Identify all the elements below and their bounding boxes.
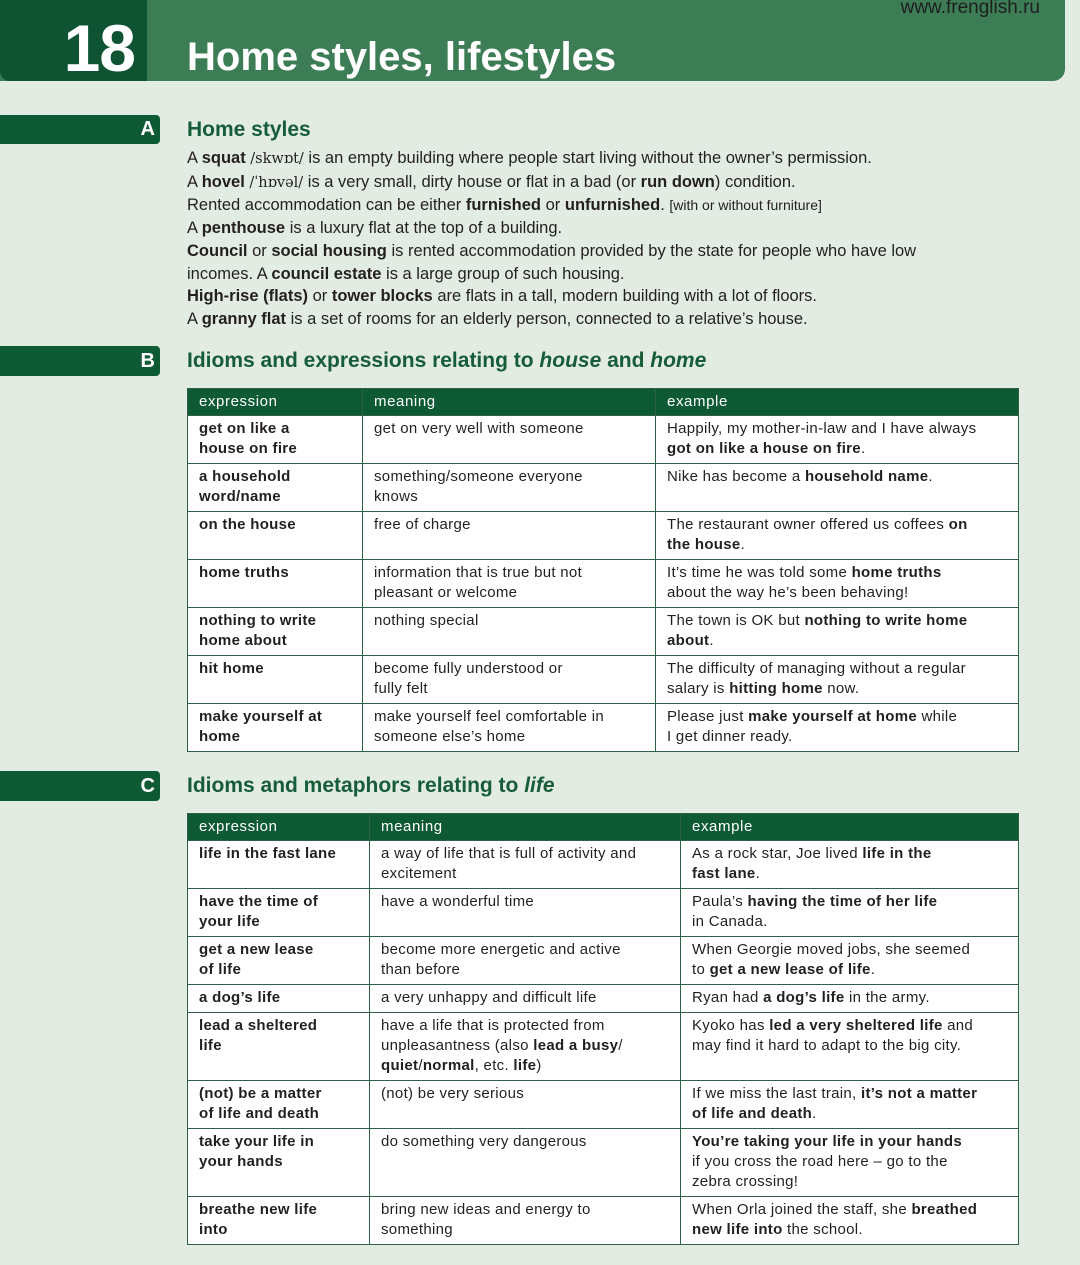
section-a-marker xyxy=(0,115,160,144)
bold-term: on the house xyxy=(199,516,296,533)
bold-term: normal xyxy=(422,1057,475,1074)
text-segment: in the army. xyxy=(844,989,930,1006)
cell-meaning xyxy=(363,656,656,704)
bold-term: a dog’s life xyxy=(763,989,845,1006)
header-row xyxy=(188,389,1019,416)
bold-term: home truths xyxy=(199,564,289,581)
table-row xyxy=(188,1129,1019,1197)
text-segment: the school. xyxy=(782,1221,863,1238)
bold-term: breathe new life into xyxy=(199,1201,318,1238)
table-row xyxy=(188,512,1019,560)
table-row xyxy=(188,464,1019,512)
house-home-idioms-table xyxy=(187,388,1019,752)
paragraph xyxy=(187,171,977,195)
cell-example xyxy=(656,512,1019,560)
text-segment: and may find it hard to adapt to the big city. xyxy=(692,1017,974,1054)
text-segment: / xyxy=(618,1037,623,1054)
bold-term: make yourself at home xyxy=(199,708,323,745)
cell-meaning xyxy=(370,841,681,889)
cell-example xyxy=(681,1013,1019,1081)
text-segment: a way of life that is full of activity and excitement xyxy=(381,845,637,882)
text-segment: become more energetic and active than before xyxy=(381,941,621,978)
text-segment: do something very dangerous xyxy=(381,1133,587,1150)
text-segment: . xyxy=(709,632,714,649)
bold-term: led a very sheltered life xyxy=(769,1017,943,1034)
text-segment: , etc. xyxy=(474,1057,514,1074)
section-c-title xyxy=(187,773,555,799)
cell-meaning xyxy=(363,560,656,608)
bold-term: got on like a house on fire xyxy=(667,440,861,457)
bold-term: having the time of her life xyxy=(747,893,938,910)
bold-term: unfurnished xyxy=(564,196,661,215)
text-segment: . xyxy=(860,440,866,457)
cell-expression xyxy=(188,416,363,464)
bold-term: lead a sheltered life xyxy=(199,1017,318,1054)
bold-term: make yourself at home xyxy=(748,708,918,725)
bold-term: life xyxy=(513,1057,537,1074)
table-header xyxy=(188,389,1019,416)
bold-term: breathed new life into xyxy=(692,1201,978,1238)
bold-term: quiet xyxy=(381,1057,419,1074)
table-row xyxy=(188,1197,1019,1245)
bold-term: get on like a house on fire xyxy=(199,420,298,457)
italic-word: life xyxy=(524,774,555,797)
text-segment: When Georgie moved jobs, she seemed to xyxy=(692,941,971,978)
cell-expression xyxy=(188,1197,370,1245)
text-segment: Paula’s xyxy=(692,893,748,910)
section-letter: B xyxy=(140,350,155,372)
cell-example xyxy=(681,937,1019,985)
section-a-title xyxy=(187,117,311,143)
cell-expression xyxy=(188,1013,370,1081)
text-segment: free of charge xyxy=(374,516,471,533)
cell-meaning xyxy=(363,416,656,464)
text-segment: Rented accommodation can be either xyxy=(187,196,466,215)
text-segment: about the way he’s been behaving! xyxy=(667,584,909,601)
text-segment: The town is OK but xyxy=(667,612,805,629)
unit-title: Home styles, lifestyles xyxy=(187,35,617,79)
bold-term: lead a busy xyxy=(533,1037,619,1054)
cell-expression xyxy=(188,937,370,985)
unit-number-box xyxy=(0,0,147,85)
text-segment: Ryan had xyxy=(692,989,764,1006)
text-segment: A xyxy=(187,172,202,191)
phonetic-transcription: /skwɒt/ xyxy=(250,151,304,167)
text-segment: . xyxy=(740,536,746,553)
section-letter: A xyxy=(140,118,155,140)
bold-term: hit home xyxy=(199,660,264,677)
text-segment: Idioms and metaphors relating to xyxy=(187,774,525,797)
cell-example xyxy=(681,1197,1019,1245)
text-segment: is a luxury flat at the top of a building. xyxy=(285,219,563,238)
column-header-expression: expression xyxy=(188,389,363,416)
table-row xyxy=(188,656,1019,704)
italic-word: house xyxy=(539,349,602,372)
text-segment: It’s time he was told some xyxy=(667,564,852,581)
bold-term: council estate xyxy=(271,264,382,283)
cell-meaning xyxy=(363,608,656,656)
table-row xyxy=(188,937,1019,985)
bold-term: social housing xyxy=(271,241,387,260)
cell-expression xyxy=(188,512,363,560)
text-segment: / xyxy=(418,1057,423,1074)
text-segment: is a large group of such housing. xyxy=(381,264,625,283)
cell-expression xyxy=(188,608,363,656)
text-segment: have a life that is protected from unpleasantness (also xyxy=(381,1017,605,1054)
cell-expression xyxy=(188,889,370,937)
bold-term: home truths xyxy=(851,564,942,581)
table-body xyxy=(188,841,1019,1245)
text-segment: The restaurant owner offered us coffees xyxy=(667,516,949,533)
text-segment: become fully understood or fully felt xyxy=(374,660,563,697)
section-b-title xyxy=(187,348,706,374)
text-segment: while I get dinner ready. xyxy=(667,708,958,745)
cell-meaning xyxy=(363,512,656,560)
text-segment: Please just xyxy=(667,708,749,725)
text-segment: . xyxy=(870,961,876,978)
bracket-note: [with or without furniture] xyxy=(669,197,822,214)
table-row xyxy=(188,416,1019,464)
cell-example xyxy=(656,656,1019,704)
bold-term: household name xyxy=(804,468,929,485)
phonetic-transcription: /ˈhɒvəl/ xyxy=(249,174,304,191)
text-segment: if you cross the road here – go to the zebra crossing! xyxy=(692,1153,948,1190)
text-segment: make yourself feel comfortable in someone else’s home xyxy=(374,708,604,745)
cell-meaning xyxy=(370,1013,681,1081)
bold-term: take your life in your hands xyxy=(199,1133,315,1170)
bold-term: You’re taking your life in your hands xyxy=(692,1133,963,1150)
cell-expression xyxy=(188,560,363,608)
text-segment: or xyxy=(541,196,565,215)
cell-expression xyxy=(188,985,370,1013)
column-header-example: example xyxy=(681,814,1019,841)
cell-meaning xyxy=(370,889,681,937)
text-segment: is rented accommodation provided by the state for people who have low incomes. A xyxy=(187,241,917,283)
cell-example xyxy=(681,889,1019,937)
text-segment: A xyxy=(187,219,202,238)
column-header-example: example xyxy=(656,389,1019,416)
text-segment: bring new ideas and energy to something xyxy=(381,1201,591,1238)
bold-term: life in the fast lane xyxy=(692,845,932,882)
text-segment: Home styles xyxy=(187,118,311,141)
paragraph xyxy=(187,240,977,285)
text-segment: ) xyxy=(536,1057,542,1074)
cell-expression xyxy=(188,464,363,512)
text-segment: When Orla joined the staff, she xyxy=(692,1201,912,1218)
bold-term: hovel xyxy=(201,172,245,191)
paragraph xyxy=(187,194,977,217)
cell-meaning xyxy=(370,937,681,985)
text-segment: Nike has become a xyxy=(667,468,805,485)
text-segment: If we miss the last train, xyxy=(692,1085,861,1102)
text-segment: . xyxy=(812,1105,817,1122)
table-row xyxy=(188,889,1019,937)
paragraph xyxy=(187,217,977,240)
text-segment: now. xyxy=(822,680,860,697)
bold-term: penthouse xyxy=(201,219,286,238)
bold-term: nothing to write home about xyxy=(667,612,968,649)
text-segment: have a wonderful time xyxy=(381,893,535,910)
bold-term: have the time of your life xyxy=(199,893,318,930)
cell-expression xyxy=(188,704,363,752)
cell-meaning xyxy=(363,704,656,752)
cell-example xyxy=(681,841,1019,889)
bold-term: granny flat xyxy=(201,309,287,328)
text-segment: is a very small, dirty house or flat in a bad (or xyxy=(303,172,641,191)
bold-term: (not) be a matter of life and death xyxy=(199,1085,322,1122)
bold-term: run down xyxy=(640,172,715,191)
text-segment: is an empty building where people start living without the owner’s permission. xyxy=(303,149,872,167)
text-segment: nothing special xyxy=(374,612,479,629)
bold-term: furnished xyxy=(465,196,542,215)
cell-example xyxy=(656,704,1019,752)
table-body xyxy=(188,416,1019,752)
text-segment: is a set of rooms for an elderly person, connected to a relative’s house. xyxy=(286,309,808,328)
section-c-marker xyxy=(0,771,160,801)
text-segment: something/someone everyone knows xyxy=(374,468,583,505)
text-segment: A xyxy=(187,149,202,167)
text-segment: ) condition. xyxy=(714,172,796,191)
text-segment: get on very well with someone xyxy=(374,420,584,437)
cell-expression xyxy=(188,656,363,704)
paragraph xyxy=(187,308,977,331)
table-row xyxy=(188,985,1019,1013)
paragraph xyxy=(187,147,977,171)
bold-term: get a new lease of life xyxy=(709,961,871,978)
text-segment: Idioms and expressions relating to xyxy=(187,349,540,372)
text-segment: (not) be very serious xyxy=(381,1085,525,1102)
cell-example xyxy=(681,1129,1019,1197)
cell-meaning xyxy=(370,985,681,1013)
text-segment: . xyxy=(928,468,933,485)
text-segment: or xyxy=(308,287,332,306)
watermark: www.frenglish.ru xyxy=(900,0,1040,18)
section-b-marker xyxy=(0,346,160,376)
bold-term: nothing to write home about xyxy=(199,612,317,649)
bold-term: a dog’s life xyxy=(199,989,281,1006)
text-segment: information that is true but not pleasant or welcome xyxy=(374,564,583,601)
cell-expression xyxy=(188,1129,370,1197)
bold-term: High-rise (flats) xyxy=(187,287,309,306)
cell-meaning xyxy=(363,464,656,512)
cell-example xyxy=(681,985,1019,1013)
header-row xyxy=(188,814,1019,841)
bold-term: it’s not a matter of life and death xyxy=(692,1085,978,1122)
cell-example xyxy=(656,560,1019,608)
cell-expression xyxy=(188,1081,370,1129)
bold-term: squat xyxy=(201,149,246,167)
text-segment: As a rock star, Joe lived xyxy=(692,845,863,862)
section-letter: C xyxy=(140,775,155,797)
text-segment: and xyxy=(601,349,651,372)
bold-term: a household word/name xyxy=(199,468,291,505)
text-segment: or xyxy=(247,241,272,260)
section-a-body xyxy=(187,147,977,331)
text-segment: . xyxy=(660,196,670,215)
column-header-meaning: meaning xyxy=(363,389,656,416)
life-idioms-table xyxy=(187,813,1019,1245)
text-segment: A xyxy=(187,309,202,328)
column-header-meaning: meaning xyxy=(370,814,681,841)
text-segment: Happily, my mother-in-law and I have always xyxy=(667,420,977,437)
text-segment: The difficulty of managing without a regular salary is xyxy=(667,660,966,697)
table-row xyxy=(188,1013,1019,1081)
text-segment: in Canada. xyxy=(692,913,768,930)
table-row xyxy=(188,704,1019,752)
text-segment: are flats in a tall, modern building with a lot of floors. xyxy=(432,287,818,306)
cell-example xyxy=(656,464,1019,512)
bold-term: Council xyxy=(187,241,248,260)
bold-term: on the house xyxy=(667,516,968,553)
text-segment: . xyxy=(755,865,761,882)
unit-number: 18 xyxy=(63,11,135,85)
cell-meaning xyxy=(370,1197,681,1245)
cell-meaning xyxy=(370,1129,681,1197)
table-row xyxy=(188,560,1019,608)
bold-term: hitting home xyxy=(729,680,823,697)
table-row xyxy=(188,1081,1019,1129)
cell-example xyxy=(656,608,1019,656)
table-header xyxy=(188,814,1019,841)
cell-meaning xyxy=(370,1081,681,1129)
italic-word: home xyxy=(650,349,707,372)
bold-term: get a new lease of life xyxy=(199,941,314,978)
column-header-expression: expression xyxy=(188,814,370,841)
table-row xyxy=(188,841,1019,889)
paragraph xyxy=(187,285,977,308)
bold-term: life in the fast lane xyxy=(199,845,337,862)
text-segment: a very unhappy and difficult life xyxy=(381,989,597,1006)
cell-expression xyxy=(188,841,370,889)
bold-term: tower blocks xyxy=(331,287,433,306)
table-row xyxy=(188,608,1019,656)
text-segment: Kyoko has xyxy=(692,1017,770,1034)
cell-example xyxy=(656,416,1019,464)
cell-example xyxy=(681,1081,1019,1129)
